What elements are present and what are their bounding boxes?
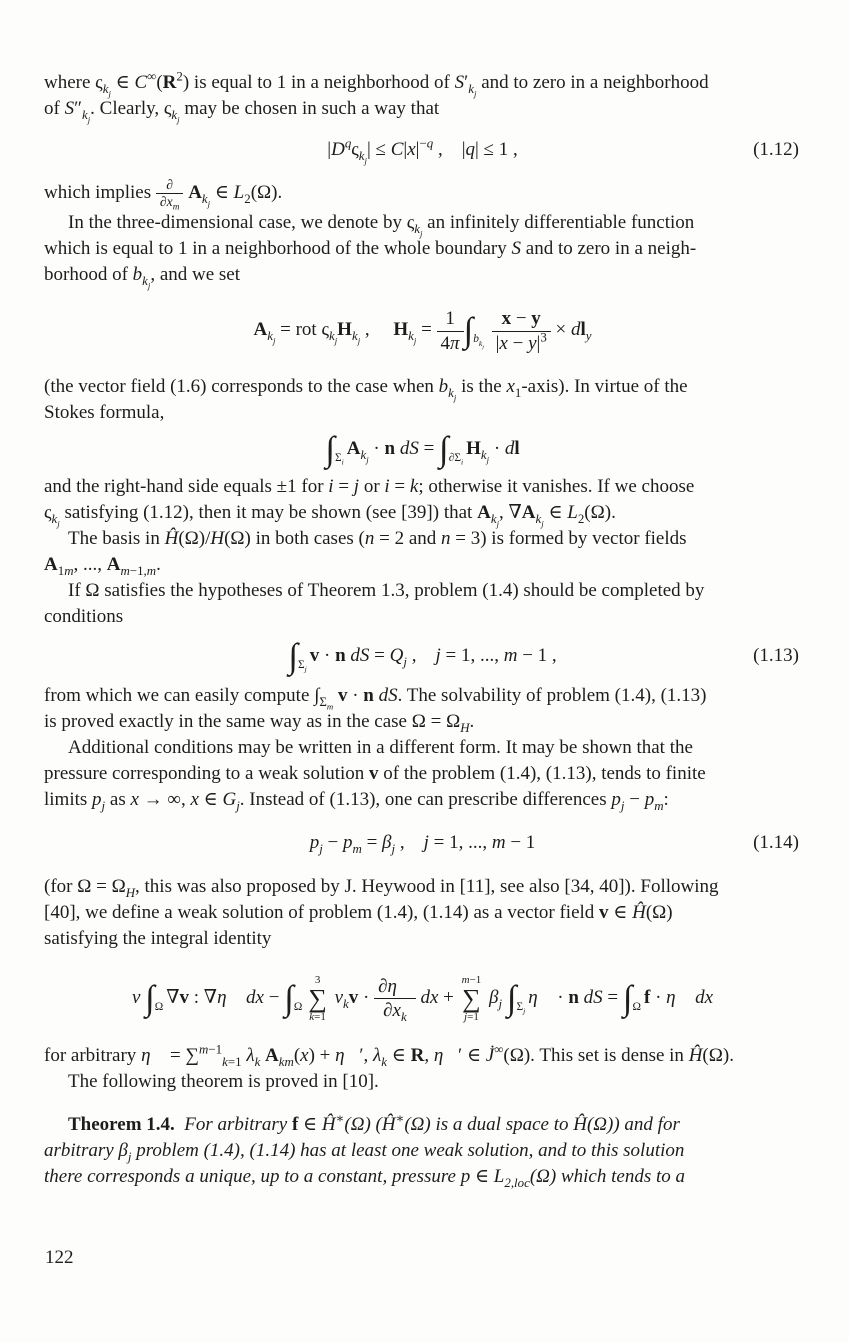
equation-number-1-14: (1.14) [753, 832, 799, 854]
equation-rot-body: $A_{k_j}$ = rot $\varsigma_{k_j}H_{k_j}$ , $H_{k_j}$ = $\frac{1}{4\pi}$ $\int_{b_{k_j}}$ $\frac{x - y}{|x - y|^3}$ × $dl_y$ [253, 307, 592, 354]
paragraph-solvability: from which we can easily compute $\int_{\Sigma_m}$ v · n dS. The solvability of problem (1.4), (1.13) is proved exactly in the same way as in the case $\Omega = \Omega_H$. [44, 685, 707, 736]
equation-1-12 [44, 135, 801, 166]
equation-integral-identity [44, 974, 801, 1023]
page-body-text [44, 70, 801, 1190]
paragraph-right-hand-side: and the right-hand side equals ±1 for i = j or i = k; otherwise it vanishes. If we choose $\varsigma_{k_j}$ satisfying (1.12), then it may be shown (see [39]) that $A_{k_j}$, $\nabla A_{k_j}$ ∈ $L_2(\Omega)$. [44, 476, 695, 529]
equation-1-13-body: $\int_{\Sigma_j}v \cdot n$ dS = $Q_j$ , j = 1, ..., m − 1 , [288, 636, 557, 676]
equation-1-12-body: $|D^q\varsigma_{k_j}| \le C|x|^{-q}$ , |q| ≤ 1 , [327, 135, 518, 166]
paragraph-cutoff-function: where $\varsigma_{k_j}$ ∈ $C^\infty(R^2)$ is equal to 1 in a neighborhood of $S'_{k_j}$ and to zero in a neighborhood of $S''_{k_j}$. Clearly, $\varsigma_{k_j}$ may be chosen in such a way that [44, 68, 709, 125]
paragraph-which-implies: which implies $\frac{\partial}{\partial x_m}$ $A_{k_j}$ ∈ $L_2(\Omega)$. [44, 177, 283, 214]
paragraph-additional-conditions: Additional conditions may be written in a different form. It may be shown that the pressure corresponding to a weak solution v of the problem (1.4), (1.13), tends to finite limits $p_j$ as x → ∞, x ∈ $G_j$. Instead of (1.13), one can prescribe differences $p_j - p_m$: [44, 737, 706, 814]
equation-number-1-12: (1.12) [753, 139, 799, 160]
paragraph-heywood: (for $\Omega = \Omega_H$, this was also proposed by J. Heywood in [11], see also [34, 40]). Following [40], we define a weak solution of problem (1.4), (1.14) as a vector field v ∈ Ĥ(Ω) satisfying the integral identity [44, 876, 719, 950]
paragraph-vector-field-1-6: (the vector field (1.6) corresponds to the case when $b_{k_j}$ is the $x_1-axis$). In virtue of the Stokes formula, [44, 376, 688, 424]
paragraph-basis: The basis in Ĥ(Ω)/H(Ω) in both cases (n = 2 and n = 3) is formed by vector fields $A_{1m}$, ..., $A_{m-1,m}$. [44, 528, 687, 579]
equation-1-14 [44, 830, 801, 856]
equation-number-1-13: (1.13) [753, 645, 799, 667]
equation-1-13 [44, 636, 801, 676]
theorem-1-4: Theorem 1.4. For arbitrary f ∈ Ĥ∗(Ω) (Ĥ∗(Ω) is a dual space to Ĥ(Ω)) and for arbitrary $\beta_j$ problem (1.4), (1.14) has at least one weak solution, and to this solution there corresponds a unique, up to a constant, pressure p ∈ $L_{2,loc}(\Omega)$ which tends to a [44, 1110, 685, 1191]
page-number: 122 [45, 1247, 74, 1268]
equation-integral-identity-body: ν $\int_\Omega$ ∇v : ∇η⃗ dx − $\int_\Omega$ 3 ∑ k=1 $v_kv$ · $\frac{\partial\eta⃗}{\partial x_k}$ dx + m−1 ∑ j=1 $\beta_j$ $\int_{\Sigma_j}\eta⃗ \cdot n$ dS = $\int_\Omega$ f · η⃗ dx [131, 974, 714, 1025]
paragraph-hypotheses-theorem-1-3: If Ω satisfies the hypotheses of Theorem 1.3, problem (1.4) should be completed by conditions [44, 580, 705, 628]
equation-stokes-body: $\int_{\Sigma_i}A_{k_j} \cdot n$ dS = $\int_{\partial\Sigma_i}H_{k_j}$ · dl [325, 429, 520, 469]
paragraph-arbitrary-eta: for arbitrary η⃗ = ∑$^{m-1}_{k=1}$ $\lambda_k$ $A_{km}(x)$ + η⃗′, $\lambda_k$ ∈ R, η⃗′ ∈ J̇∞(Ω). This set is dense in Ĥ(Ω). The following theorem is proved in [10]. [44, 1041, 734, 1093]
equation-stokes [44, 429, 801, 469]
paragraph-three-dimensional-case: In the three-dimensional case, we denote by $\varsigma_{k_j}$ an infinitely differentiable function which is equal to 1 in a neighborhood of the whole boundary S and to zero in a neigh- borhood of $b_{k_j}$, and we set [44, 211, 697, 291]
equation-rot-definition [44, 308, 801, 355]
equation-1-14-body: $p_j - p_m = \beta_j$ , j = 1, ..., m − 1 [309, 832, 536, 857]
